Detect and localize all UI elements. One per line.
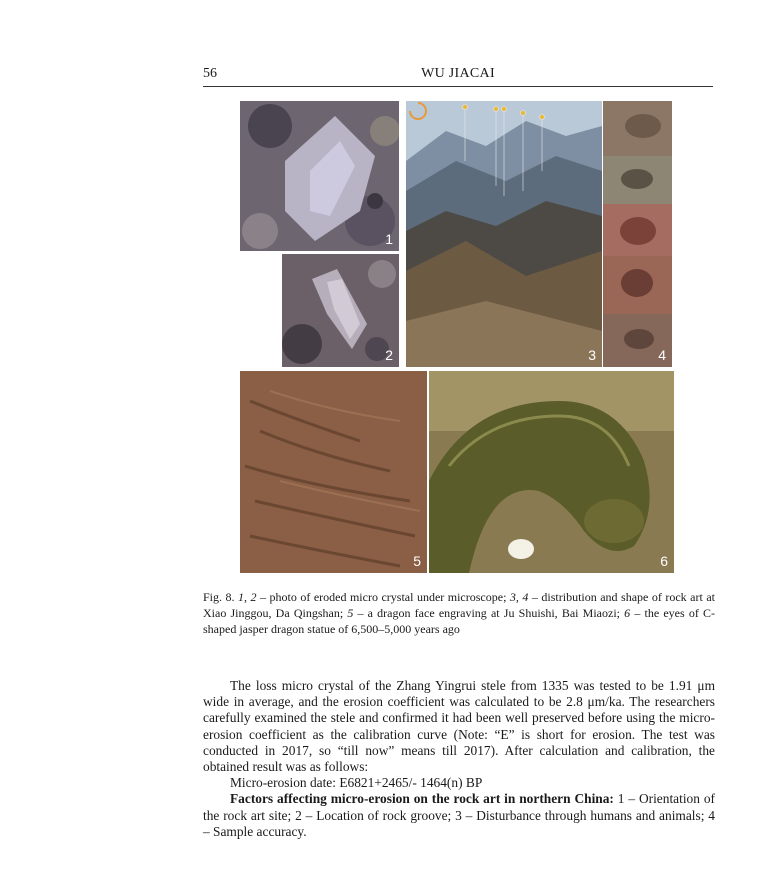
- caption-panel-ref-1-2: 1, 2: [238, 590, 257, 604]
- panel-label-4: 4: [658, 347, 666, 363]
- figure-panel-1: [240, 101, 399, 251]
- rock-groove-photos: [603, 101, 672, 367]
- panel-label-3: 3: [588, 347, 596, 363]
- dragon-face-engraving-photo: [240, 371, 427, 573]
- jasper-dragon-statue-photo: [429, 371, 674, 573]
- factors-heading: Factors affecting micro-erosion on the rock art in northern China:: [230, 791, 614, 807]
- caption-figure-number: Fig. 8.: [203, 590, 235, 604]
- caption-panel-ref-3-4: 3, 4: [509, 590, 529, 604]
- figure-panel-4: [603, 101, 672, 367]
- figure-panel-2: [282, 254, 399, 367]
- figure-caption: Fig. 8. 1, 2 – photo of eroded micro crystal under microscope; 3, 4 – distribution and shape of rock art at Xiao Jinggou, Da Qingshan; 5 – a dragon face engraving at Ju Shuishi, Bai Miaozi; 6 – the eyes of C-shaped jasper dragon statue of 6,500–5,000 years ago: [203, 590, 716, 636]
- caption-panel-ref-5: 5: [347, 606, 354, 620]
- header-rule: [203, 86, 713, 87]
- caption-panel-ref-6: 6: [624, 606, 631, 620]
- micro-crystal-photo: [240, 101, 399, 251]
- panel-label-1: 1: [385, 231, 393, 247]
- page-number: 56: [203, 66, 217, 81]
- panel-label-5: 5: [413, 553, 421, 569]
- body-text: [203, 678, 715, 840]
- body-paragraph-1: The loss micro crystal of the Zhang Yingrui stele from 1335 was tested to be 1.91 μm wide in average, and the erosion coefficient was calculated to be 2.8 μm/ka. The researchers carefully examined the stele and confirmed it had been well preserved before using the micro-erosion coefficient as the calibration curve (Note: “E” is short for erosion. The test was conducted in 2017, so “till now” means till 2017). After calculation and calibration, the obtained result was as follows:: [203, 678, 715, 775]
- running-head: WU JIACAI: [421, 66, 495, 81]
- panel-label-6: 6: [660, 553, 668, 569]
- body-paragraph-2: Micro-erosion date: E6821+2465/- 1464(n) BP: [230, 775, 483, 791]
- panel-label-2: 2: [385, 347, 393, 363]
- page-header: [203, 66, 713, 86]
- body-paragraph-3: Factors affecting micro-erosion on the rock art in northern China: 1 – Orientation of the rock art site; 2 – Location of rock groove; 3 – Disturbance through humans and animals; 4 – Sample accuracy.: [203, 791, 715, 839]
- figure-panel-3: [406, 101, 602, 367]
- figure-panel-6: [429, 371, 674, 573]
- micro-crystal-closeup-photo: [282, 254, 399, 367]
- mountain-landscape-photo: [406, 101, 602, 367]
- figure-panel-5: [240, 371, 427, 573]
